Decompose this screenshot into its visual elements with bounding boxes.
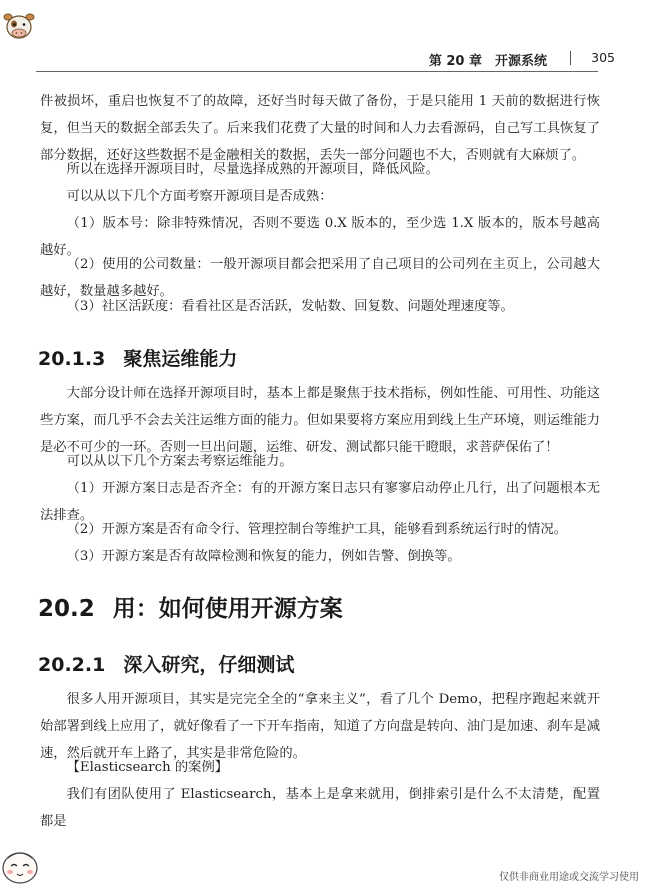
cow-mascot-icon: [2, 8, 36, 42]
list-item: （3）开源方案是否有故障检测和恢复的能力，例如告警、倒换等。: [66, 549, 461, 564]
section-title: 聚焦运维能力: [123, 348, 238, 370]
section-number: 20.2: [38, 596, 95, 622]
list-item: （3）社区活跃度：看看社区是否活跃，发帖数、回复数、问题处理速度等。: [66, 299, 514, 314]
paragraph: 大部分设计师在选择开源项目时，基本上都是聚焦于技术指标，例如性能、可用性、功能这些方案，而几乎不会去关注运维方面的能力。但如果要将方案应用到线上生产环境，则运维能力是必不可少的一环。否则一旦出问题，运维、研发、测试都只能干瞪眼，求菩萨保佑了！: [40, 386, 600, 455]
paragraph: 可以从以下几个方面考察开源项目是否成熟：: [66, 189, 333, 204]
paragraph: 我们有团队使用了 Elasticsearch，基本上是拿来就用，倒排索引是什么不太清楚，配置都是: [40, 787, 600, 829]
chapter-section-heading: [38, 590, 343, 623]
paragraph: 所以在选择开源项目时，尽量选择成熟的开源项目，降低风险。: [66, 162, 439, 177]
page-number: 305: [591, 50, 615, 65]
list-item: （1）版本号：除非特殊情况，否则不要选 0.X 版本的，至少选 1.X 版本的，版本号越高越好。: [40, 216, 600, 258]
paragraph: 件被损坏，重启也恢复不了的故障，还好当时每天做了备份，于是只能用 1 天前的数据进行恢复，但当天的数据全部丢失了。后来我们花费了大量的时间和人力去看源码，自己写工具恢复了部分数据，还好这些数据不是金融相关的数据，丢失一部分问题也不大，否则就有大麻烦了。: [40, 94, 600, 163]
paragraph: 可以从以下几个方案去考察运维能力。: [66, 454, 293, 469]
page-header: [36, 50, 617, 70]
footer-note: 仅供非商业用途或交流学习使用: [499, 872, 639, 883]
list-item: （2）使用的公司数量：一般开源项目都会把采用了自己项目的公司列在主页上，公司越大越好，数量越多越好。: [40, 257, 600, 299]
section-number: 20.2.1: [38, 654, 106, 676]
cartoon-face-icon: [0, 846, 40, 886]
paragraph: 很多人用开源项目，其实是完完全全的“拿来主义”，看了几个 Demo，把程序跑起来就开始部署到线上应用了，就好像看了一下开车指南，知道了方向盘是转向、油门是加速、刹车是减速，然后就开车上路了，其实是非常危险的。: [40, 692, 600, 761]
section-title: 深入研究，仔细测试: [123, 654, 295, 676]
list-item: （1）开源方案日志是否齐全：有的开源方案日志只有寥寥启动停止几行，出了问题根本无法排查。: [40, 481, 600, 523]
section-number: 20.1.3: [38, 348, 106, 370]
header-rule: [36, 71, 598, 72]
section-heading: [38, 650, 294, 677]
section-title: 用：如何使用开源方案: [112, 596, 343, 622]
case-label: 【Elasticsearch 的案例】: [66, 760, 229, 775]
section-heading: [38, 344, 237, 371]
chapter-title: 第 20 章 开源系统: [428, 54, 547, 69]
list-item: （2）开源方案是否有命令行、管理控制台等维护工具，能够看到系统运行时的情况。: [66, 522, 568, 537]
header-divider: [570, 51, 571, 65]
